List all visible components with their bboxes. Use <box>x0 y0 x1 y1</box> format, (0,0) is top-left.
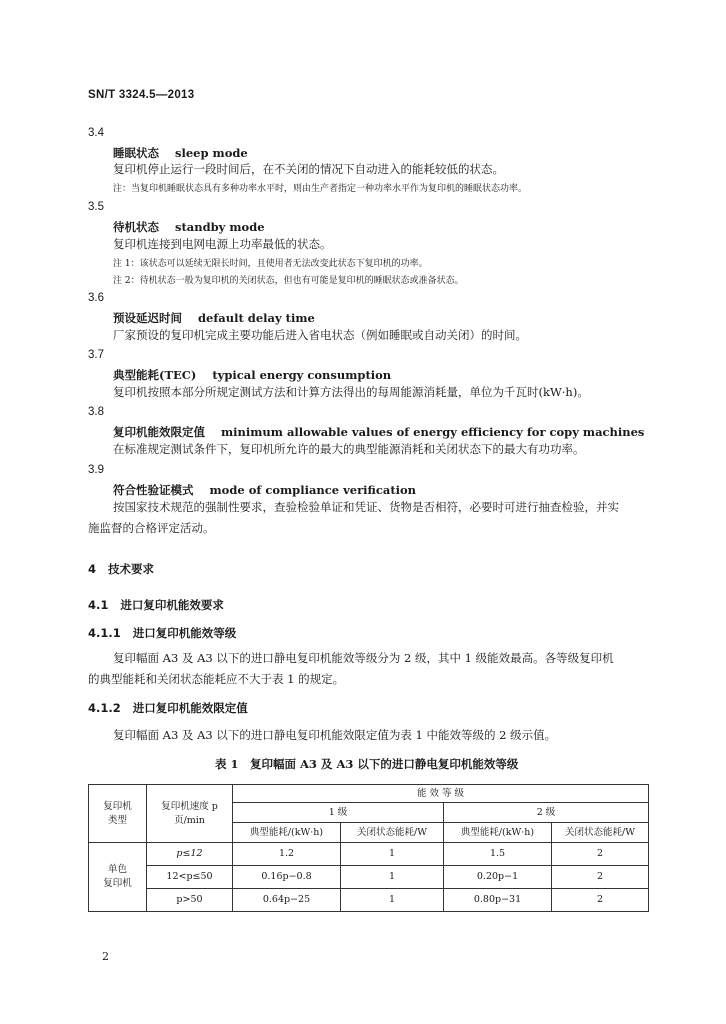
term-title-en: default delay time <box>198 311 315 325</box>
term-definition-line: 施监督的合格评定活动。 <box>88 521 215 535</box>
section-title: 进口复印机能效要求 <box>120 598 224 612</box>
term-note: 注 2：待机状态一般为复印机的关闭状态，但也有可能是复印机的睡眠状态或准备状态。 <box>113 276 464 286</box>
table-row <box>89 889 649 912</box>
term-title-en: sleep mode <box>175 146 248 160</box>
term-number: 3.4 <box>88 127 104 139</box>
table-cell: 1.2 <box>233 843 341 866</box>
table-cell: 2 <box>552 889 649 912</box>
table-cell: 1.5 <box>444 843 552 866</box>
header-cell-group: 能 效 等 级 <box>233 785 649 803</box>
section-heading <box>88 625 236 641</box>
term-title-en: mode of compliance verification <box>209 483 417 497</box>
header-cell-off: 关闭状态能耗/W <box>552 823 649 843</box>
section-number: 4 <box>88 562 97 576</box>
header-cell-speed: 复印机速度 p 页/min <box>147 785 233 843</box>
term-number: 3.9 <box>88 464 104 476</box>
term-title-cn: 复印机能效限定值 <box>113 425 205 439</box>
term-number: 3.8 <box>88 406 104 418</box>
table-cell: 0.64p−25 <box>233 889 341 912</box>
section-title: 进口复印机能效限定值 <box>132 701 248 715</box>
term-title <box>113 367 391 383</box>
table-cell: 1 <box>341 843 444 866</box>
section-number: 4.1.1 <box>88 626 121 640</box>
row-type-cell: 单色 复印机 <box>89 843 147 912</box>
term-definition: 复印机停止运行一段时间后，在不关闭的情况下自动进入的能耗较低的状态。 <box>113 162 504 176</box>
term-title <box>113 482 416 498</box>
table-caption: 表 1 复印幅面 A3 及 A3 以下的进口静电复印机能效等级 <box>215 757 519 771</box>
term-definition: 在标准规定测试条件下，复印机所允许的最大的典型能源消耗和关闭状态下的最大有功功率。 <box>113 442 585 456</box>
table-cell: 12<p≤50 <box>147 866 233 889</box>
term-title-cn: 睡眠状态 <box>113 146 159 160</box>
term-title-cn: 预设延迟时间 <box>113 311 182 325</box>
section-number: 4.1 <box>88 598 109 612</box>
term-note: 注 1：该状态可以延续无限长时间，且使用者无法改变此状态下复印机的功率。 <box>113 259 428 269</box>
term-number: 3.6 <box>88 292 104 304</box>
paragraph: 复印幅面 A3 及 A3 以下的进口静电复印机能效限定值为表 1 中能效等级的 2 级示值。 <box>113 728 557 742</box>
section-title: 技术要求 <box>108 562 155 576</box>
page-number: 2 <box>102 950 109 963</box>
term-title <box>113 219 265 235</box>
term-definition: 厂家预设的复印机完成主要功能后进入省电状态（例如睡眠或自动关闭）的时间。 <box>113 328 527 342</box>
table-cell: 0.16p−0.8 <box>233 866 341 889</box>
table-cell: p>50 <box>147 889 233 912</box>
table-cell: p≤12 <box>147 843 233 866</box>
term-title-cn: 典型能耗(TEC) <box>113 368 197 382</box>
term-title-cn: 待机状态 <box>113 220 159 234</box>
paragraph-line: 的典型能耗和关闭状态能耗应不大于表 1 的规定。 <box>88 672 345 686</box>
term-definition: 复印机连接到电网电源上功率最低的状态。 <box>113 237 332 251</box>
header-cell-tec: 典型能耗/(kW·h) <box>444 823 552 843</box>
term-number: 3.7 <box>88 349 104 361</box>
table-row <box>89 843 649 866</box>
table-cell: 2 <box>552 866 649 889</box>
efficiency-table <box>88 784 649 912</box>
section-heading <box>88 561 154 577</box>
table-cell: 1 <box>341 889 444 912</box>
table-cell: 0.20p−1 <box>444 866 552 889</box>
section-number: 4.1.2 <box>88 701 121 715</box>
header-cell-level1: 1 级 <box>233 803 444 823</box>
table-cell: 0.80p−31 <box>444 889 552 912</box>
term-title-en: typical energy consumption <box>212 368 392 382</box>
header-cell-off: 关闭状态能耗/W <box>341 823 444 843</box>
term-title-en: standby mode <box>175 220 265 234</box>
term-title <box>113 424 644 440</box>
term-number: 3.5 <box>88 201 104 213</box>
table-cell: 1 <box>341 866 444 889</box>
table-row <box>89 866 649 889</box>
section-heading <box>88 700 248 716</box>
paragraph-line: 复印幅面 A3 及 A3 以下的进口静电复印机能效等级分为 2 级，其中 1 级能效最高。各等级复印机 <box>113 651 614 665</box>
section-title: 进口复印机能效等级 <box>132 626 237 640</box>
term-note: 注：当复印机睡眠状态具有多种功率水平时，则由生产者指定一种功率水平作为复印机的睡眠状态功率。 <box>113 184 528 194</box>
header-cell-type: 复印机 类型 <box>89 785 147 843</box>
header-cell-level2: 2 级 <box>444 803 649 823</box>
term-title-en: minimum allowable values of energy efficiency for copy machines <box>221 425 645 439</box>
term-title <box>113 310 315 326</box>
table-cell: 2 <box>552 843 649 866</box>
header-cell-tec: 典型能耗/(kW·h) <box>233 823 341 843</box>
section-heading <box>88 597 224 613</box>
term-title-cn: 符合性验证模式 <box>113 483 194 497</box>
standard-number: SN/T 3324.5—2013 <box>88 89 195 101</box>
term-title <box>113 145 248 161</box>
term-definition: 复印机按照本部分所规定测试方法和计算方法得出的每周能源消耗量，单位为千瓦时(kW·h)。 <box>113 385 589 399</box>
term-definition-line: 按国家技术规范的强制性要求，查验检验单证和凭证、货物是否相符，必要时可进行抽查检验，并实 <box>113 500 619 514</box>
